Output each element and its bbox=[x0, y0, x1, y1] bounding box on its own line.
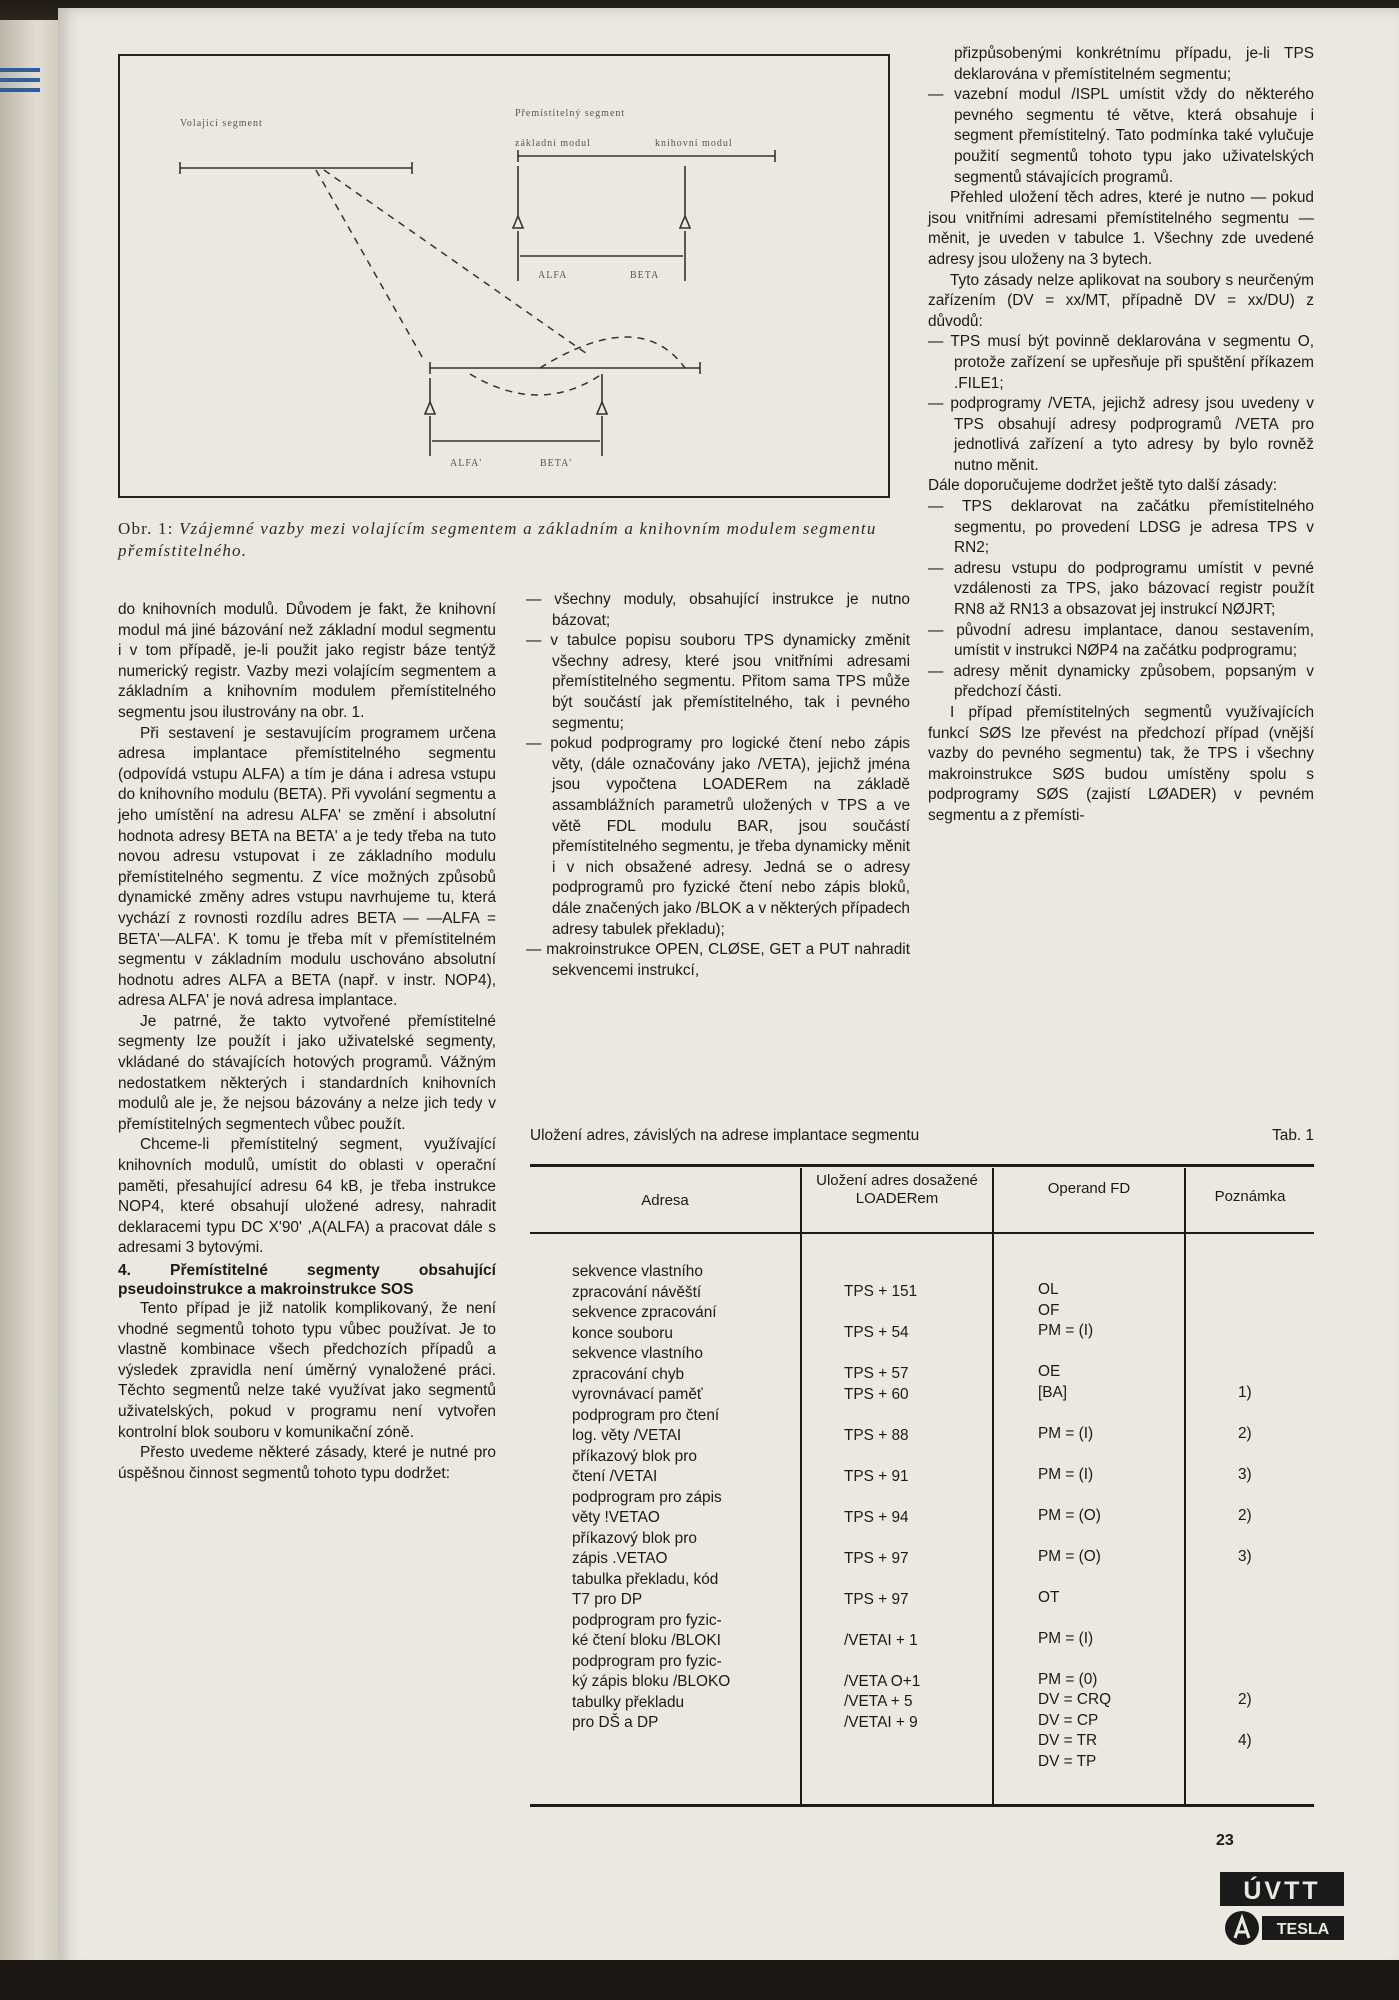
list-item: — makroinstrukce OPEN, CLØSE, GET a PUT nahradit sekvencemi instrukcí, bbox=[526, 941, 910, 979]
arrow-alfa-top bbox=[513, 216, 523, 228]
label-calling-segment: Volající segment bbox=[180, 118, 263, 129]
list-item: — vazební modul /ISPL umístit vždy do některého pevného segmentu té větve, která obsahuje i segment přemístitelný. Tato podmínka také vylučuje použití segmentů tohoto typu jako uživatelských segmentů stávajících programů. bbox=[928, 86, 1314, 186]
list-item-continued: přizpůsobenými konkrétnímu případu, je-li TPS deklarována v přemístitelném segmentu; bbox=[954, 45, 1314, 83]
dashed-arc-upper bbox=[540, 337, 685, 368]
table-rule-header bbox=[530, 1232, 1314, 1234]
blue-stripe bbox=[0, 68, 40, 72]
label-beta-bottom: BETA' bbox=[540, 458, 573, 469]
logo-text-bottom: TESLA bbox=[1276, 1921, 1330, 1938]
uvtt-tesla-logo bbox=[1218, 1870, 1346, 1950]
arrow-alfa-bottom bbox=[425, 402, 435, 414]
table-header-operand: Operand FD bbox=[1047, 1180, 1131, 1197]
paragraph: Tento případ je již natolik komplikovaný, že není vhodné segmentů tohoto typu vůbec používat. Je to vlastně kombinace všech předchozích případů a výsledek zpravidla není úměrný vynaložené práci. Těchto segmentů nelze také využívat jako segmentů uživatelských, pokud v programu není vytvořen kontrolní blok souboru v komunikační zóně. bbox=[118, 1300, 496, 1441]
table-title: Uložení adres, závislých na adrese implantace segmentu bbox=[530, 1127, 920, 1144]
label-relocatable-segment: Přemístitelný segment bbox=[515, 108, 626, 119]
dashed-link-2 bbox=[324, 170, 590, 356]
paragraph: Je patrné, že takto vytvořené přemístitelné segmenty lze použít i jako uživatelské segmenty, vkládané do stávajících hotových programů. Vážným nedostatkem některých i standardních knihovních modulů ale je, že nejsou bázovány a nelze jich tedy v přemístitelných segmentech vůbec použít. bbox=[118, 1012, 496, 1133]
page-number: 23 bbox=[1216, 1832, 1234, 1849]
arrow-beta-bottom bbox=[597, 402, 607, 414]
label-library-module: knihovní modul bbox=[655, 138, 733, 149]
paragraph: I případ přemístitelných segmentů využívajících funkcí SØS lze převést na předchozí případ (vnější vazby do pevného segmentu) tak, že TPS i všechny makroinstrukce SØS budou umístěny spolu s podprogramy SØS (zajistí LØADER) v pevném segmentu a z přemísti- bbox=[928, 704, 1314, 824]
label-beta-top: BETA bbox=[630, 270, 660, 281]
table-divider bbox=[992, 1168, 994, 1804]
table-caption bbox=[530, 1127, 1314, 1145]
figure-1 bbox=[118, 54, 890, 498]
paragraph: Dále doporučujeme dodržet ještě tyto další zásady: bbox=[928, 477, 1278, 495]
segment-diagram bbox=[120, 56, 888, 496]
paragraph: Přehled uložení těch adres, které je nutno — pokud jsou vnitřními adresami přemístitelného segmentu — měnit, je uveden v tabulce 1. Všechny zde uvedené adresy jsou uloženy na 3 bytech. bbox=[928, 189, 1314, 268]
figure-caption bbox=[118, 518, 918, 562]
label-alfa-top: ALFA bbox=[538, 270, 568, 281]
table-column-operand: OL OF PM = (I) OE [BA] PM = (I) PM = (I) PM = (O) PM = (O) OT PM = (I) PM = (0) DV = CRQ DV = CP DV = TR DV = TP bbox=[1038, 1281, 1112, 1770]
label-alfa-bottom: ALFA' bbox=[450, 458, 483, 469]
dashed-arc-lower bbox=[470, 374, 602, 395]
blue-stripe bbox=[0, 88, 40, 92]
paragraph: do knihovních modulů. Důvodem je fakt, že knihovní modul má jiné bázování než základní modul segmentu i v tom případě, je-li použit jako registr báze tentýž numerický registr. Vazby mezi volajícím segmentem a základním a knihovním modulem přemístitelného segmentu jsou ilustrovány na obr. 1. bbox=[118, 601, 496, 721]
photo-background-bottom bbox=[0, 1960, 1399, 2000]
table-header-adresa: Adresa bbox=[641, 1192, 689, 1209]
table-column-poznamka: 1) 2) 3) 2) 3) 2) 4) bbox=[1238, 1383, 1252, 1749]
list-item: — TPS musí být povinně deklarována v segmentu O, protože zařízení se upřesňuje při spuštění příkazem .FILE1; bbox=[928, 333, 1314, 392]
list-item: — původní adresu implantace, danou sestavením, umístit v instrukci NØP4 na začátku podprogramu; bbox=[928, 621, 1314, 660]
list-item: — adresu vstupu do podprogramu umístit v pevné vzdálenosti za TPS, jako bázovací registr použít RN8 až RN13 a obsazovat jej instrukcí NØJRT; bbox=[928, 559, 1314, 619]
text-column-1 bbox=[118, 600, 496, 1484]
table-column-ulozeni: TPS + 151 TPS + 54 TPS + 57 TPS + 60 TPS + 88 TPS + 91 TPS + 94 TPS + 97 TPS + 97 /VETAI + 1 /VETA O+1 /VETA + 5 /VETAI + 9 bbox=[844, 1283, 921, 1731]
table-rule-bottom bbox=[530, 1804, 1314, 1807]
label-base-module: základní modul bbox=[515, 138, 591, 149]
list-item: — podprogramy /VETA, jejichž adresy jsou uvedeny v TPS obsahují adresy podprogramů /VETA pro jednotlivá zařízení a tyto adresy by bylo rovněž nutno měnit. bbox=[928, 395, 1314, 474]
table-column-adresa: sekvence vlastního zpracování návěští sekvence zpracování konce souboru sekvence vlastního zpracování chyb vyrovnávací paměť podprogram pro čtení log. věty /VETAI příkazový blok pro čtení /VETAI podprogram pro zápis věty !VETAO příkazový blok pro zápis .VETAO tabulka překladu, kód T7 pro DP podprogram pro fyzic- ké čtení bloku /BLOKI podprogram pro fyzic- ký zápis bloku /BLOKO tabulky překladu pro DŠ a DP bbox=[572, 1263, 731, 1731]
section-heading: 4. Přemístitelné segmenty obsahující pseudoinstrukce a makroinstrukce SOS bbox=[118, 1262, 496, 1298]
list-item: — adresy měnit dynamicky způsobem, popsaným v předchozí části. bbox=[928, 662, 1314, 701]
arrow-beta-top bbox=[680, 216, 690, 228]
table-rule-top bbox=[530, 1164, 1314, 1167]
dashed-link-1 bbox=[316, 170, 425, 362]
table-divider bbox=[800, 1168, 802, 1804]
previous-page-edge bbox=[0, 20, 64, 1980]
table-header-ulozeni: Uložení adres dosažené LOADERem bbox=[816, 1172, 978, 1207]
blue-stripe bbox=[0, 78, 40, 82]
table-number: Tab. 1 bbox=[1272, 1127, 1314, 1144]
logo-text-top: ÚVTT bbox=[1243, 1877, 1321, 1905]
list-item: — v tabulce popisu souboru TPS dynamicky změnit všechny adresy, které jsou vnitřními adresami přemístitelného segmentu. Přitom sama TPS může být součástí jak přemístitelného, tak i pevného segmentu; bbox=[526, 632, 910, 732]
table-header-poznamka: Poznámka bbox=[1214, 1188, 1286, 1205]
list-item: — všechny moduly, obsahující instrukce je nutno bázovat; bbox=[526, 591, 910, 629]
figure-number: Obr. 1: bbox=[118, 519, 174, 538]
table-1 bbox=[530, 1160, 1314, 1808]
table-divider bbox=[1184, 1168, 1186, 1804]
paragraph: Tyto zásady nelze aplikovat na soubory s neurčeným zařízením (DV = xx/MT, případně DV = xx/DU) z důvodů: bbox=[928, 271, 1314, 330]
paragraph: Při sestavení je sestavujícím programem určena adresa implantace přemístitelného segmentu (odpovídá vstupu ALFA) a tím je dána i adresa vstupu do knihovního modulu (BETA). Při vyvolání segmentu a jeho umístění na adresu ALFA' se změní i absolutní hodnota adresy BETA na BETA' a je tedy třeba na tuto novou adresu vstupovat i ze základního modulu přemístitelného segmentu. Z více možných způsobů dynamické změny adres vstupu navrhujeme tu, která vychází z rovnosti rozdílu adres BETA — —ALFA = BETA'—ALFA'. K tomu je třeba mít v přemístitelném segmentu v základním modulu uschováno absolutní hodnotu adres ALFA a BETA (např. v instr. NOP4), adresa ALFA' je nová adresa implantace. bbox=[118, 724, 496, 1010]
text-column-3 bbox=[928, 44, 1314, 827]
text-column-2 bbox=[526, 590, 910, 981]
list-item: — pokud podprogramy pro logické čtení nebo zápis věty, (dále označovány jako /VETA), jejichž jména jsou vypočtena LOADERem na základě assamblážních parametrů uložených v TPS a ve větě FDL modulu BAR, jsou součástí přemístitelného segmentu, je třeba dynamicky měnit i v nich obsažené adresy. Jedná se o adresy podprogramů pro fyzické čtení nebo zápis bloků, dále značených jako /BLOK a v některých případech adresy tabulek překladu); bbox=[526, 735, 910, 938]
paragraph: Chceme-li přemístitelný segment, využívající knihovních modulů, umístit do oblasti v operační paměti, přesahující adresu 64 kB, je třeba instrukce NOP4, které obsahují uložené adresy, nahradit deklaracemi typu DC X'90' ,A(ALFA) a pracovat dále s adresami 3 bytovými. bbox=[118, 1136, 496, 1257]
list-item: — TPS deklarovat na začátku přemístitelného segmentu, po provedení LDSG je adresa TPS v RN2; bbox=[928, 498, 1314, 557]
figure-caption-text: Vzájemné vazby mezi volajícím segmentem a základním a knihovním modulem segmentu přemístitelného. bbox=[118, 519, 877, 560]
paragraph: Přesto uvedeme některé zásady, které je nutné pro úspěšnou činnost segmentů tohoto typu dodržet: bbox=[118, 1444, 496, 1482]
